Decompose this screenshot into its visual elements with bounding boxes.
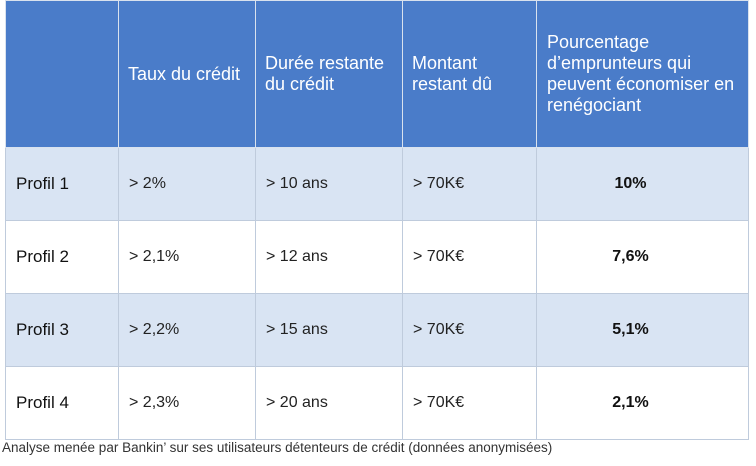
header-cell-remaining-duration: Durée restante du crédit <box>256 1 403 148</box>
rate-cell: > 2% <box>119 148 256 221</box>
duration-cell: > 12 ans <box>256 221 403 294</box>
profile-cell: Profil 3 <box>6 294 119 367</box>
header-cell-empty <box>6 1 119 148</box>
header-cell-rate: Taux du crédit <box>119 1 256 148</box>
duration-cell: > 20 ans <box>256 367 403 440</box>
amount-cell: > 70K€ <box>403 221 537 294</box>
profile-cell: Profil 4 <box>6 367 119 440</box>
rate-cell: > 2,2% <box>119 294 256 367</box>
header-cell-remaining-amount: Montant restant dû <box>403 1 537 148</box>
footnote: Analyse menée par Bankin’ sur ses utilisateurs détenteurs de crédit (données anonymisées) <box>2 440 553 455</box>
table-row <box>6 221 749 294</box>
table-row <box>6 148 749 221</box>
percentage-cell: 5,1% <box>537 294 749 367</box>
header-cell-percentage: Pourcentage d’emprunteurs qui peuvent économiser en renégociant <box>537 1 749 148</box>
rate-cell: > 2,1% <box>119 221 256 294</box>
table-container <box>5 0 748 440</box>
amount-cell: > 70K€ <box>403 148 537 221</box>
table-row <box>6 294 749 367</box>
profile-cell: Profil 2 <box>6 221 119 294</box>
profile-cell: Profil 1 <box>6 148 119 221</box>
duration-cell: > 10 ans <box>256 148 403 221</box>
percentage-cell: 7,6% <box>537 221 749 294</box>
duration-cell: > 15 ans <box>256 294 403 367</box>
loan-profiles-table <box>5 0 749 440</box>
header-row <box>6 1 749 148</box>
amount-cell: > 70K€ <box>403 294 537 367</box>
amount-cell: > 70K€ <box>403 367 537 440</box>
percentage-cell: 10% <box>537 148 749 221</box>
table-row <box>6 367 749 440</box>
percentage-cell: 2,1% <box>537 367 749 440</box>
rate-cell: > 2,3% <box>119 367 256 440</box>
